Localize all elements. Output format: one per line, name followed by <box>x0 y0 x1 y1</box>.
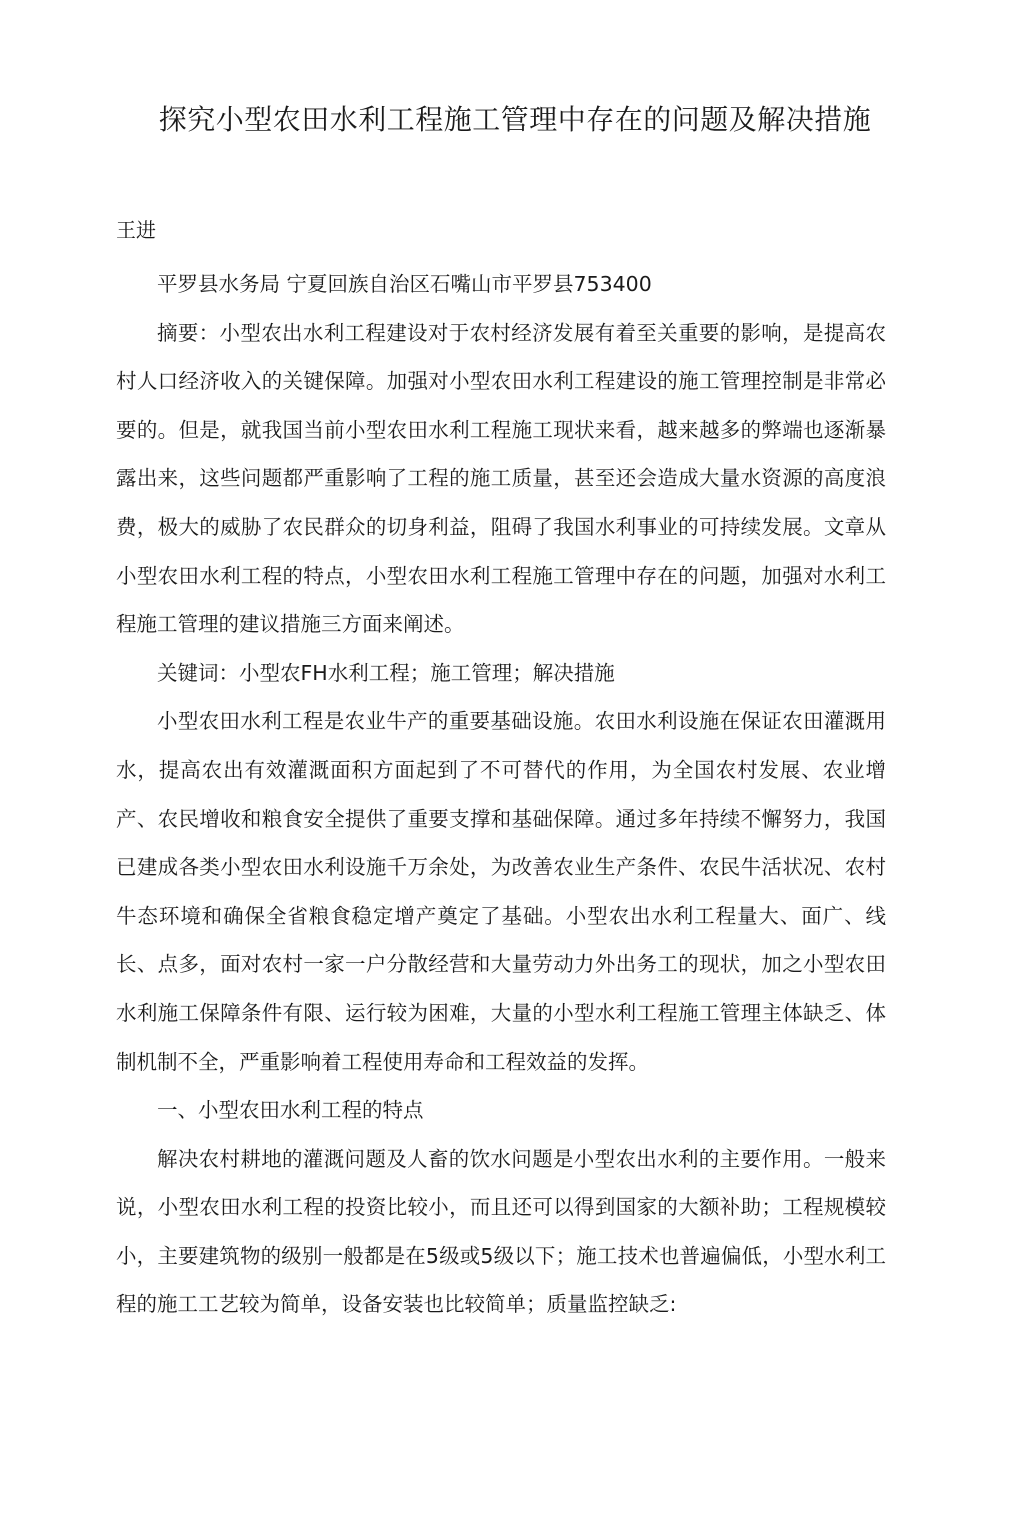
document-title: 探究小型农田水利工程施工管理中存在的问题及解决措施 <box>158 103 872 136</box>
keywords-line: 关键词：小型农FH水利工程；施工管理；解决措施 <box>157 660 615 685</box>
section-paragraph: 解决农村耕地的灌溉问题及人畜的饮水问题是小型农出水利的主要作用。一般来说，小型农田水利工程的投资比较小，而且还可以得到国家的大额补助；工程规模较小，主要建筑物的级别一般都是在5级或5级以下；施工技术也普遍偏低，小型水利工程的施工工艺较为简单，设备安装也比较简单；质量监控缺乏: <box>116 1146 886 1317</box>
document-body <box>116 260 886 1329</box>
section-heading: 一、小型农田水利工程的特点 <box>157 1098 424 1123</box>
intro-paragraph: 小型农田水利工程是农业牛产的重要基础设施。农田水利设施在保证农田灌溉用水，提高农出有效灌溉面积方面起到了不可替代的作用，为全国农村发展、农业增产、农民增收和粮食安全提供了重要支撑和基础保障。通过多年持续不懈努力，我国已建成各类小型农田水利设施千万余处，为改善农业生产条件、农民牛活状况、农村牛态环境和确保全省粮食稳定增产奠定了基础。小型农出水利工程量大、面广、线长、点多，面对农村一家一户分散经营和大量劳动力外出务工的现状，加之小型农田水利施工保障条件有限、运行较为困难，大量的小型水利工程施工管理主体缺乏、体制机制不全，严重影响着工程使用寿命和工程效益的发挥。 <box>116 709 886 1074</box>
abstract-paragraph: 摘要：小型农出水利工程建设对于农村经济发展有着至关重要的影响，是提高农村人口经济收入的关键保障。加强对小型农田水利工程建设的施工管理控制是非常必要的。但是，就我国当前小型农田水利工程施工现状来看，越来越多的弊端也逐渐暴露出来，这些问题都严重影响了工程的施工质量，甚至还会造成大量水资源的高度浪费，极大的威胁了农民群众的切身利益，阻碍了我国水利事业的可持续发展。文章从小型农田水利工程的特点，小型农田水利工程施工管理中存在的问题，加强对水利工程施工管理的建议措施三方面来阐述。 <box>116 320 886 637</box>
author-affiliation: 平罗县水务局 宁夏回族自治区石嘴山市平罗县753400 <box>157 272 652 296</box>
author-name: 王进 <box>116 218 156 242</box>
